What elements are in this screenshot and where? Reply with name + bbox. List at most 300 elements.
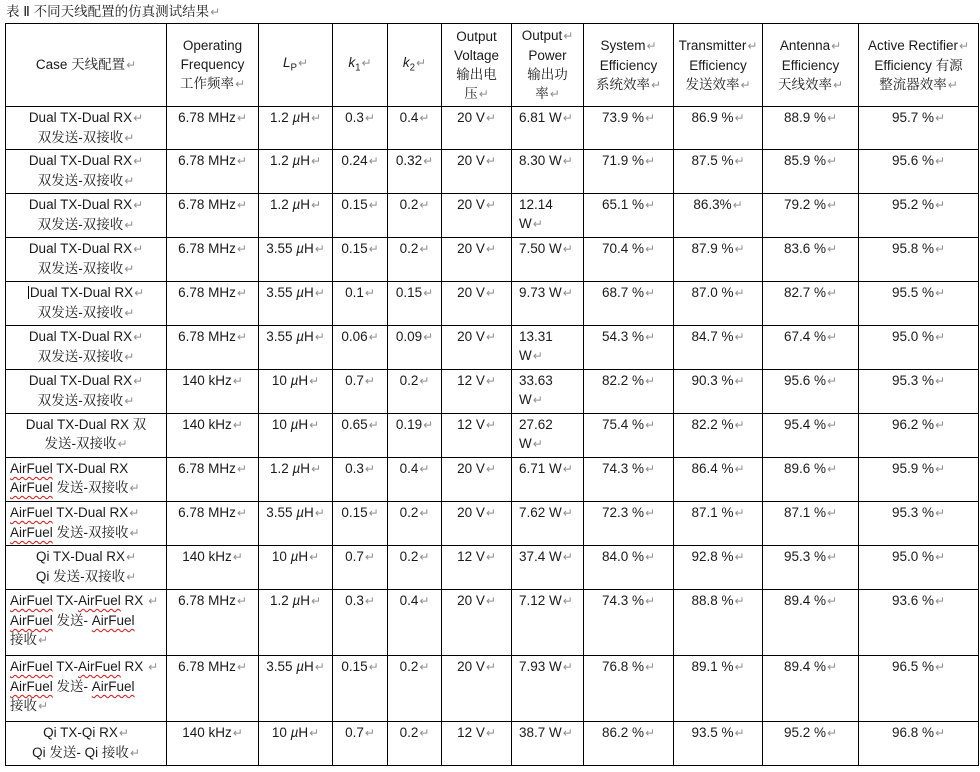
cell-antenna-efficiency[interactable]	[763, 656, 859, 722]
cell-transmitter-efficiency[interactable]	[674, 414, 763, 458]
cell-system-efficiency[interactable]	[584, 458, 674, 502]
return-mark-icon: ↵	[419, 462, 430, 476]
return-mark-icon: ↵	[934, 726, 946, 740]
return-mark-icon: ↵	[644, 462, 656, 476]
cell-output-power[interactable]	[512, 458, 584, 502]
cell-case[interactable]	[6, 238, 167, 282]
return-mark-icon: ↵	[311, 462, 322, 476]
cell-case[interactable]	[6, 458, 167, 502]
cell-lp[interactable]	[259, 722, 333, 766]
cell-k2[interactable]	[388, 238, 442, 282]
cell-k2[interactable]	[388, 194, 442, 238]
cell-k2[interactable]	[388, 414, 442, 458]
return-mark-icon: ↵	[644, 660, 656, 674]
text-line: 7.12 W↵	[519, 593, 573, 608]
misspelled-word: AirFuel	[10, 505, 53, 520]
cell-lp[interactable]	[259, 107, 333, 150]
return-mark-icon: ↵	[485, 111, 496, 125]
cell-operating-frequency[interactable]	[167, 150, 259, 194]
return-mark-icon: ↵	[934, 418, 946, 432]
text-line: 0.24↵	[341, 153, 379, 168]
cell-operating-frequency[interactable]	[167, 194, 259, 238]
cell-k2[interactable]	[388, 722, 442, 766]
cell-lp[interactable]	[259, 590, 333, 656]
table-caption[interactable]: 表 Ⅱ 不同天线配置的仿真测试结果↵	[6, 4, 221, 19]
text-line: 0.09↵	[395, 329, 434, 344]
cell-k1[interactable]	[333, 590, 388, 656]
cell-active-rectifier-efficiency[interactable]	[859, 150, 979, 194]
cell-k1[interactable]	[333, 656, 388, 722]
cell-output-voltage[interactable]	[442, 370, 512, 414]
table-row	[6, 546, 979, 590]
cell-system-efficiency[interactable]	[584, 370, 674, 414]
text-line: 9.73 W↵	[519, 285, 573, 300]
return-mark-icon: ↵	[236, 111, 247, 125]
cell-lp[interactable]	[259, 326, 333, 370]
text-line: AirFuel 发送- AirFuel	[10, 679, 135, 694]
return-mark-icon: ↵	[125, 550, 137, 564]
text-line: 71.9 %↵	[601, 153, 656, 168]
return-mark-icon: ↵	[419, 242, 430, 256]
return-mark-icon: ↵	[124, 174, 135, 188]
text-line: Dual TX-Dual RX↵	[28, 329, 144, 344]
header-antenna-efficiency[interactable]	[763, 24, 859, 107]
cell-system-efficiency[interactable]	[584, 590, 674, 656]
text-line: 89.4 %↵	[783, 659, 838, 674]
cell-k1[interactable]	[333, 502, 388, 546]
text-line: 140 kHz↵	[182, 373, 243, 388]
cell-transmitter-efficiency[interactable]	[674, 458, 763, 502]
cell-k1[interactable]	[333, 458, 388, 502]
text-line: 85.9 %↵	[783, 153, 838, 168]
cell-transmitter-efficiency[interactable]	[674, 282, 763, 326]
text-line: 0.2↵	[399, 659, 430, 674]
return-mark-icon: ↵	[368, 660, 379, 674]
cell-active-rectifier-efficiency[interactable]	[859, 326, 979, 370]
return-mark-icon: ↵	[419, 111, 430, 125]
text-line: AirFuel TX-AirFuel RX ↵	[10, 593, 159, 608]
cell-active-rectifier-efficiency[interactable]	[859, 194, 979, 238]
cell-output-power[interactable]	[512, 150, 584, 194]
cell-active-rectifier-efficiency[interactable]	[859, 458, 979, 502]
cell-k1[interactable]	[333, 194, 388, 238]
cell-output-voltage[interactable]	[442, 656, 512, 722]
cell-output-power[interactable]	[512, 546, 584, 590]
cell-active-rectifier-efficiency[interactable]	[859, 414, 979, 458]
cell-active-rectifier-efficiency[interactable]	[859, 546, 979, 590]
table-row	[6, 238, 979, 282]
text-line: Dual TX-Dual RX↵	[28, 373, 144, 388]
cell-output-power[interactable]	[512, 656, 584, 722]
cell-output-voltage[interactable]	[442, 414, 512, 458]
text-line: 140 kHz↵	[182, 549, 243, 564]
cell-antenna-efficiency[interactable]	[763, 150, 859, 194]
cell-operating-frequency[interactable]	[167, 546, 259, 590]
text-line: W↵	[519, 348, 543, 363]
return-mark-icon: ↵	[549, 87, 560, 101]
cell-system-efficiency[interactable]	[584, 502, 674, 546]
cell-lp[interactable]	[259, 414, 333, 458]
cell-output-power[interactable]	[512, 282, 584, 326]
misspelled-word: AirFuel	[91, 679, 135, 694]
cell-k2[interactable]	[388, 370, 442, 414]
cell-k2[interactable]	[388, 502, 442, 546]
return-mark-icon: ↵	[368, 506, 379, 520]
cell-case[interactable]	[6, 722, 167, 766]
return-mark-icon: ↵	[485, 198, 496, 212]
text-line: 87.1 %↵	[691, 505, 745, 520]
return-mark-icon: ↵	[934, 154, 946, 168]
cell-output-power[interactable]	[512, 238, 584, 282]
text-line: 95.2 %↵	[783, 725, 838, 740]
cell-output-voltage[interactable]	[442, 194, 512, 238]
cell-transmitter-efficiency[interactable]	[674, 370, 763, 414]
return-mark-icon: ↵	[934, 286, 946, 300]
text-line: 74.3 %↵	[601, 593, 656, 608]
cell-active-rectifier-efficiency[interactable]	[859, 656, 979, 722]
return-mark-icon: ↵	[734, 506, 745, 520]
cell-active-rectifier-efficiency[interactable]	[859, 590, 979, 656]
cell-operating-frequency[interactable]	[167, 370, 259, 414]
text-line: 0.3↵	[345, 110, 375, 125]
text-line: 6.78 MHz↵	[178, 197, 247, 212]
header-k2[interactable]: $k_2↵$	[388, 24, 442, 107]
cell-lp[interactable]	[259, 546, 333, 590]
cell-output-voltage[interactable]	[442, 107, 512, 150]
header-active-rectifier-efficiency[interactable]	[859, 24, 979, 107]
text-line: 6.78 MHz↵	[178, 505, 247, 520]
cell-antenna-efficiency[interactable]	[763, 194, 859, 238]
return-mark-icon: ↵	[148, 660, 159, 674]
text-line: 0.7↵	[345, 725, 375, 740]
header-k1[interactable]: $k_1↵$	[333, 24, 388, 107]
return-mark-icon: ↵	[236, 242, 247, 256]
cell-output-power[interactable]	[512, 326, 584, 370]
cell-case[interactable]	[6, 326, 167, 370]
table-row	[6, 282, 979, 326]
return-mark-icon: ↵	[485, 594, 496, 608]
cell-antenna-efficiency[interactable]	[763, 722, 859, 766]
cell-output-voltage[interactable]	[442, 458, 512, 502]
cell-operating-frequency[interactable]	[167, 238, 259, 282]
cell-k2[interactable]	[388, 326, 442, 370]
text-line: Operating	[182, 38, 243, 53]
text-line: 96.2 %↵	[891, 417, 946, 432]
text-line: 0.7↵	[345, 549, 375, 564]
cell-k2[interactable]	[388, 590, 442, 656]
cell-system-efficiency[interactable]	[584, 722, 674, 766]
cell-case[interactable]	[6, 194, 167, 238]
return-mark-icon: ↵	[368, 418, 379, 432]
table-row	[6, 722, 979, 766]
cell-k1[interactable]	[333, 370, 388, 414]
text-line: 6.78 MHz↵	[178, 593, 247, 608]
cell-operating-frequency[interactable]	[167, 282, 259, 326]
cell-lp[interactable]	[259, 502, 333, 546]
text-line: 输出功	[527, 67, 568, 82]
text-line: 整流器效率↵	[879, 76, 958, 92]
cell-case[interactable]	[6, 590, 167, 656]
cell-system-efficiency[interactable]	[584, 656, 674, 722]
cell-case[interactable]	[6, 282, 167, 326]
text-line: 1.2 µH↵	[269, 461, 322, 476]
text-line: 发送-双接收↵	[44, 436, 128, 451]
text-line: 天线效率↵	[777, 76, 844, 92]
cell-active-rectifier-efficiency[interactable]	[859, 282, 979, 326]
header-case[interactable]	[6, 24, 167, 107]
text-line: 6.78 MHz↵	[178, 153, 247, 168]
text-line: 6.78 MHz↵	[178, 461, 247, 476]
text-line: 0.15↵	[341, 659, 379, 674]
return-mark-icon: ↵	[485, 418, 496, 432]
cell-output-voltage[interactable]	[442, 282, 512, 326]
simulation-results-table	[5, 23, 979, 766]
return-mark-icon: ↵	[236, 462, 247, 476]
cell-antenna-efficiency[interactable]	[763, 107, 859, 150]
text-line: 3.55 µH↵	[266, 659, 325, 674]
cell-output-power[interactable]	[512, 194, 584, 238]
cell-output-power[interactable]	[512, 722, 584, 766]
text-line: 20 V↵	[457, 329, 496, 344]
return-mark-icon: ↵	[234, 77, 246, 91]
cell-operating-frequency[interactable]	[167, 458, 259, 502]
cell-k1[interactable]	[333, 150, 388, 194]
text-line: 87.0 %↵	[691, 285, 745, 300]
return-mark-icon: ↵	[236, 198, 247, 212]
header-output-power[interactable]	[512, 24, 584, 107]
text-line: Efficiency 有源	[874, 57, 963, 73]
return-mark-icon: ↵	[734, 550, 745, 564]
cell-active-rectifier-efficiency[interactable]	[859, 238, 979, 282]
text-line: 83.6 %↵	[783, 241, 838, 256]
cell-antenna-efficiency[interactable]	[763, 370, 859, 414]
cell-k1[interactable]	[333, 107, 388, 150]
cell-antenna-efficiency[interactable]	[763, 238, 859, 282]
cell-output-voltage[interactable]	[442, 150, 512, 194]
cell-antenna-efficiency[interactable]	[763, 326, 859, 370]
cell-operating-frequency[interactable]	[167, 414, 259, 458]
cell-k2[interactable]	[388, 656, 442, 722]
cell-lp[interactable]	[259, 458, 333, 502]
text-line: 95.7 %↵	[891, 110, 946, 125]
return-mark-icon: ↵	[236, 154, 247, 168]
cell-transmitter-efficiency[interactable]	[674, 722, 763, 766]
cell-k2[interactable]	[388, 150, 442, 194]
text-line: 7.50 W↵	[519, 241, 573, 256]
cell-operating-frequency[interactable]	[167, 107, 259, 150]
cell-system-efficiency[interactable]	[584, 546, 674, 590]
text-line: 3.55 µH↵	[266, 285, 325, 300]
cell-transmitter-efficiency[interactable]	[674, 107, 763, 150]
cell-case[interactable]	[6, 150, 167, 194]
return-mark-icon: ↵	[734, 242, 745, 256]
cell-system-efficiency[interactable]	[584, 150, 674, 194]
cell-case[interactable]	[6, 546, 167, 590]
return-mark-icon: ↵	[126, 570, 137, 584]
cell-output-power[interactable]	[512, 414, 584, 458]
text-line: 84.7 %↵	[691, 329, 745, 344]
cell-system-efficiency[interactable]	[584, 238, 674, 282]
misspelled-word: AirFuel	[91, 613, 135, 628]
cell-system-efficiency[interactable]	[584, 107, 674, 150]
misspelled-word: AirFuel	[10, 659, 53, 674]
return-mark-icon: ↵	[133, 330, 144, 344]
cell-lp[interactable]	[259, 150, 333, 194]
return-mark-icon: ↵	[419, 550, 430, 564]
cell-operating-frequency[interactable]	[167, 326, 259, 370]
text-line: 12 V↵	[457, 373, 496, 388]
text-line: 3.55 µH↵	[266, 329, 325, 344]
cell-antenna-efficiency[interactable]	[763, 414, 859, 458]
header-system-efficiency[interactable]	[584, 24, 674, 107]
text-line: 95.3 %↵	[783, 549, 838, 564]
return-mark-icon: ↵	[563, 29, 574, 43]
cell-system-efficiency[interactable]	[584, 194, 674, 238]
cell-antenna-efficiency[interactable]	[763, 458, 859, 502]
cell-k2[interactable]	[388, 282, 442, 326]
cell-lp[interactable]	[259, 238, 333, 282]
header-operating-frequency[interactable]	[167, 24, 259, 107]
cell-transmitter-efficiency[interactable]	[674, 326, 763, 370]
text-line: Active Rectifier↵	[867, 37, 970, 53]
text-line: 90.3 %↵	[691, 373, 745, 388]
cell-transmitter-efficiency[interactable]	[674, 238, 763, 282]
cell-antenna-efficiency[interactable]	[763, 502, 859, 546]
cell-k1[interactable]	[333, 722, 388, 766]
cell-output-power[interactable]	[512, 590, 584, 656]
return-mark-icon: ↵	[364, 594, 375, 608]
return-mark-icon: ↵	[734, 462, 745, 476]
cell-system-efficiency[interactable]	[584, 414, 674, 458]
text-line: W↵	[519, 216, 543, 231]
text-line: 0.06↵	[341, 329, 379, 344]
return-mark-icon: ↵	[236, 506, 247, 520]
misspelled-word: AirFuel	[10, 679, 53, 694]
text-line: 0.1↵	[345, 285, 375, 300]
return-mark-icon: ↵	[311, 198, 322, 212]
text-line: 0.3↵	[345, 461, 375, 476]
cell-output-voltage[interactable]	[442, 502, 512, 546]
cell-antenna-efficiency[interactable]	[763, 546, 859, 590]
cell-output-voltage[interactable]	[442, 722, 512, 766]
return-mark-icon: ↵	[485, 726, 496, 740]
cell-lp[interactable]	[259, 194, 333, 238]
text-line: Output	[456, 28, 497, 44]
cell-k1[interactable]	[333, 238, 388, 282]
cell-lp[interactable]	[259, 656, 333, 722]
text-line: 1.2 µH↵	[269, 593, 322, 608]
cell-case[interactable]	[6, 502, 167, 546]
return-mark-icon: ↵	[646, 38, 657, 53]
text-line: 双发送-双接收↵	[37, 217, 135, 232]
return-mark-icon: ↵	[562, 550, 573, 564]
cell-transmitter-efficiency[interactable]	[674, 656, 763, 722]
text-line: 13.31	[519, 329, 553, 344]
return-mark-icon: ↵	[314, 660, 325, 674]
text-line: 87.1 %↵	[783, 505, 838, 520]
text-line: 双发送-双接收↵	[37, 130, 135, 145]
cell-operating-frequency[interactable]	[167, 722, 259, 766]
cell-output-power[interactable]	[512, 502, 584, 546]
cell-output-power[interactable]	[512, 370, 584, 414]
return-mark-icon: ↵	[419, 594, 430, 608]
cell-k2[interactable]	[388, 107, 442, 150]
text-line: 双发送-双接收↵	[37, 173, 135, 188]
cell-case[interactable]	[6, 656, 167, 722]
cell-k1[interactable]	[333, 282, 388, 326]
cell-active-rectifier-efficiency[interactable]	[859, 370, 979, 414]
return-mark-icon: ↵	[734, 111, 745, 125]
text-line: 6.78 MHz↵	[178, 329, 247, 344]
header-output-voltage[interactable]	[442, 24, 512, 107]
text-line: 20 V↵	[457, 241, 496, 256]
text-line: 54.3 %↵	[601, 329, 656, 344]
return-mark-icon: ↵	[124, 131, 135, 145]
cell-lp[interactable]	[259, 370, 333, 414]
cell-transmitter-efficiency[interactable]	[674, 194, 763, 238]
cell-active-rectifier-efficiency[interactable]	[859, 107, 979, 150]
header-transmitter-efficiency[interactable]	[674, 24, 763, 107]
cell-output-voltage[interactable]	[442, 590, 512, 656]
return-mark-icon: ↵	[134, 286, 145, 300]
text-line: 37.4 W↵	[519, 549, 573, 564]
return-mark-icon: ↵	[364, 286, 375, 300]
cell-case[interactable]	[6, 370, 167, 414]
return-mark-icon: ↵	[485, 550, 496, 564]
cell-case[interactable]	[6, 414, 167, 458]
return-mark-icon: ↵	[361, 55, 372, 70]
text-line: 93.5 %↵	[691, 725, 745, 740]
cell-k2[interactable]	[388, 546, 442, 590]
cell-output-voltage[interactable]	[442, 546, 512, 590]
cell-output-power[interactable]	[512, 107, 584, 150]
header-lp[interactable]: $L_P↵$	[259, 24, 333, 107]
cell-output-voltage[interactable]	[442, 326, 512, 370]
cell-k1[interactable]	[333, 414, 388, 458]
cell-k1[interactable]	[333, 546, 388, 590]
cell-transmitter-efficiency[interactable]	[674, 546, 763, 590]
cell-active-rectifier-efficiency[interactable]	[859, 502, 979, 546]
return-mark-icon: ↵	[314, 506, 325, 520]
return-mark-icon: ↵	[562, 242, 573, 256]
text-line: 1.2 µH↵	[269, 197, 322, 212]
cell-system-efficiency[interactable]	[584, 282, 674, 326]
cell-transmitter-efficiency[interactable]	[674, 590, 763, 656]
cell-lp[interactable]	[259, 282, 333, 326]
return-mark-icon: ↵	[368, 154, 379, 168]
cell-k1[interactable]	[333, 326, 388, 370]
cell-transmitter-efficiency[interactable]	[674, 502, 763, 546]
return-mark-icon: ↵	[314, 286, 325, 300]
cell-k2[interactable]	[388, 458, 442, 502]
return-mark-icon: ↵	[934, 198, 946, 212]
cell-system-efficiency[interactable]	[584, 326, 674, 370]
cell-operating-frequency[interactable]	[167, 656, 259, 722]
return-mark-icon: ↵	[236, 286, 247, 300]
cell-case[interactable]	[6, 107, 167, 150]
cell-output-voltage[interactable]	[442, 238, 512, 282]
cell-operating-frequency[interactable]	[167, 590, 259, 656]
cell-antenna-efficiency[interactable]	[763, 590, 859, 656]
cell-operating-frequency[interactable]	[167, 502, 259, 546]
cell-active-rectifier-efficiency[interactable]	[859, 722, 979, 766]
text-line: 95.3 %↵	[891, 373, 946, 388]
return-mark-icon: ↵	[117, 437, 128, 451]
text-line: Voltage	[453, 47, 500, 63]
cell-transmitter-efficiency[interactable]	[674, 150, 763, 194]
cell-antenna-efficiency[interactable]	[763, 282, 859, 326]
return-mark-icon: ↵	[532, 393, 543, 407]
